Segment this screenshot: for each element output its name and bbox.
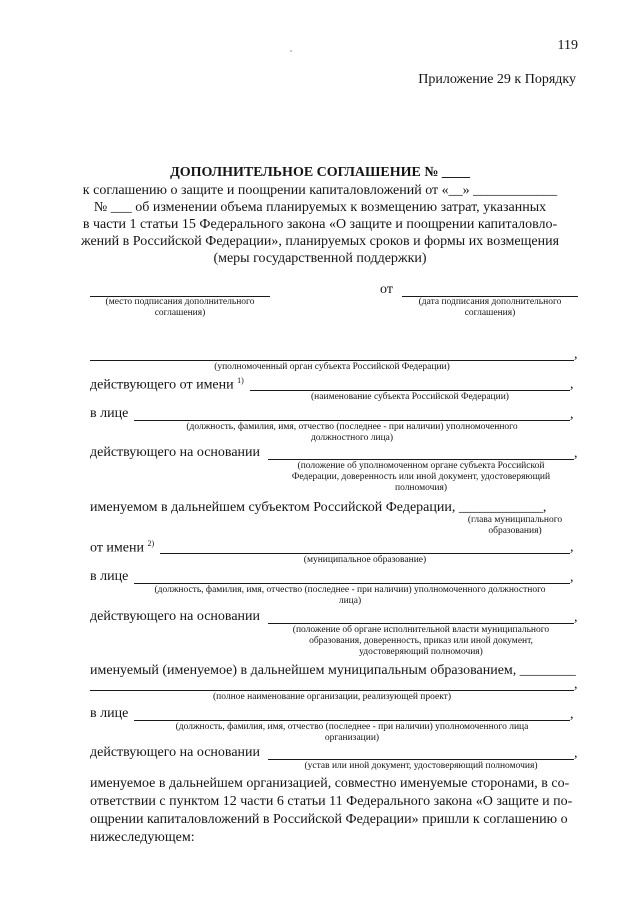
basis1-comma: , — [574, 446, 578, 461]
organ-underline — [90, 360, 574, 361]
municipal-named-line: именуемый (именуемое) в дальнейшем муниципальным образованием, ________ — [90, 663, 576, 678]
basis1-caption-line-1: (положение об уполномоченном органе субъекта Российской — [297, 461, 545, 471]
footnote-1-marker: 1) — [237, 376, 244, 385]
basis2-underline — [268, 623, 574, 624]
municipal-underline — [160, 553, 570, 554]
on-behalf-label — [90, 539, 154, 557]
head-caption-line-1: (глава муниципального — [467, 515, 563, 525]
subject-name-comma: , — [570, 377, 574, 392]
person3-caption — [134, 722, 570, 744]
heading-line-3: в части 1 статьи 15 Федерального закона «О защите и поощрении капиталовло- — [82, 217, 558, 232]
heading-line-1: к соглашению о защите и поощрении капиталовложений от «__» ____________ — [82, 183, 558, 198]
person2-caption-line-2: лица) — [338, 596, 362, 606]
organ-caption: (уполномоченный орган субъекта Российской Федерации) — [214, 362, 450, 372]
on-behalf-text: от имени — [90, 540, 144, 556]
place-caption — [85, 297, 275, 319]
municipal-caption: (муниципальное образование) — [303, 555, 427, 565]
person2-comma: , — [570, 570, 574, 585]
place-caption-line-2: соглашения) — [154, 308, 206, 318]
scan-speck — [290, 50, 292, 52]
person3-label: в лице — [90, 706, 129, 721]
person1-caption-line-1: (должность, фамилия, имя, отчество (последнее - при наличии) уполномоченного — [186, 422, 518, 432]
basis2-caption-line-2: образования, доверенность, приказ или иной документ, — [309, 636, 533, 646]
basis3-caption: (устав или иной документ, удостоверяющий полномочия) — [304, 761, 538, 771]
heading-line-5: (меры государственной поддержки) — [213, 251, 427, 266]
person3-comma: , — [570, 707, 574, 722]
date-caption-line-2: соглашения) — [464, 308, 516, 318]
head-caption-line-2: образования) — [488, 526, 542, 536]
basis2-caption-line-1: (положение об органе исполнительной власти муниципального — [292, 625, 550, 635]
organ-comma: , — [574, 347, 578, 362]
municipal-comma: , — [570, 540, 574, 555]
basis2-comma: , — [574, 610, 578, 625]
person3-caption-line-2: организации) — [324, 733, 380, 743]
heading-line-4: жений в Российской Федерации», планируемых сроков и формы их возмещения — [80, 234, 560, 249]
subject-name-underline — [250, 390, 570, 391]
subject-named-line: именуемом в дальнейшем субъектом Российской Федерации, ____________, — [90, 500, 547, 515]
closing-line-1: именуемое в дальнейшем организацией, совместно именуемые сторонами, в со- — [90, 776, 570, 791]
place-caption-line-1: (место подписания дополнительного — [105, 297, 255, 307]
basis3-comma: , — [574, 746, 578, 761]
footnote-2-marker: 2) — [147, 539, 155, 548]
acting-name-text: действующего от имени — [90, 377, 234, 393]
closing-line-2: ответствии с пунктом 12 части 6 статьи 11 Федерального закона «О защите и по- — [90, 794, 573, 809]
basis1-caption-line-2: Федерации, доверенность или иной документ, удостоверяющий — [291, 472, 551, 482]
basis1-caption-line-3: полномочия) — [394, 483, 447, 493]
basis3-label: действующего на основании — [90, 745, 261, 760]
org-comma: , — [574, 677, 578, 692]
basis2-caption — [262, 625, 580, 658]
person2-label: в лице — [90, 569, 129, 584]
date-caption-line-1: (дата подписания дополнительного — [418, 297, 562, 307]
page-number: 119 — [557, 38, 578, 53]
person2-underline — [134, 583, 570, 584]
ot-label: от — [380, 282, 393, 297]
person2-caption-line-1: (должность, фамилия, имя, отчество (последнее - при наличии) уполномоченного должностного — [154, 585, 546, 595]
basis1-underline — [268, 459, 574, 460]
acting-name-label — [90, 376, 244, 394]
head-caption — [440, 515, 590, 537]
basis3-underline — [268, 759, 574, 760]
closing-line-4: нижеследующем: — [90, 830, 195, 845]
person1-label: в лице — [90, 406, 129, 421]
basis2-caption-line-3: удостоверяющий полномочия) — [359, 647, 483, 657]
subject-name-caption: (наименование субъекта Российской Федерации) — [311, 392, 509, 402]
person1-caption-line-2: должностного лица) — [310, 433, 394, 443]
person1-underline — [134, 420, 570, 421]
closing-line-3: ощрении капиталовложений в Российской Федерации» пришли к соглашению о — [90, 812, 568, 827]
appendix-label: Приложение 29 к Порядку — [418, 72, 576, 87]
document-title: ДОПОЛНИТЕЛЬНОЕ СОГЛАШЕНИЕ № ____ — [170, 165, 470, 180]
org-caption: (полное наименование организации, реализующей проект) — [212, 692, 451, 702]
org-underline — [90, 690, 574, 691]
date-caption — [395, 297, 585, 319]
basis1-caption — [268, 461, 574, 494]
person1-comma: , — [570, 407, 574, 422]
basis1-label: действующего на основании — [90, 445, 261, 460]
person1-caption — [134, 422, 570, 444]
person3-underline — [134, 720, 570, 721]
basis2-label: действующего на основании — [90, 609, 261, 624]
heading-line-2: № ___ об изменении объема планируемых к возмещению затрат, указанных — [93, 200, 547, 215]
person2-caption — [110, 585, 590, 607]
person3-caption-line-1: (должность, фамилия, имя, отчество (последнее - при наличии) уполномоченного лица — [175, 722, 529, 732]
